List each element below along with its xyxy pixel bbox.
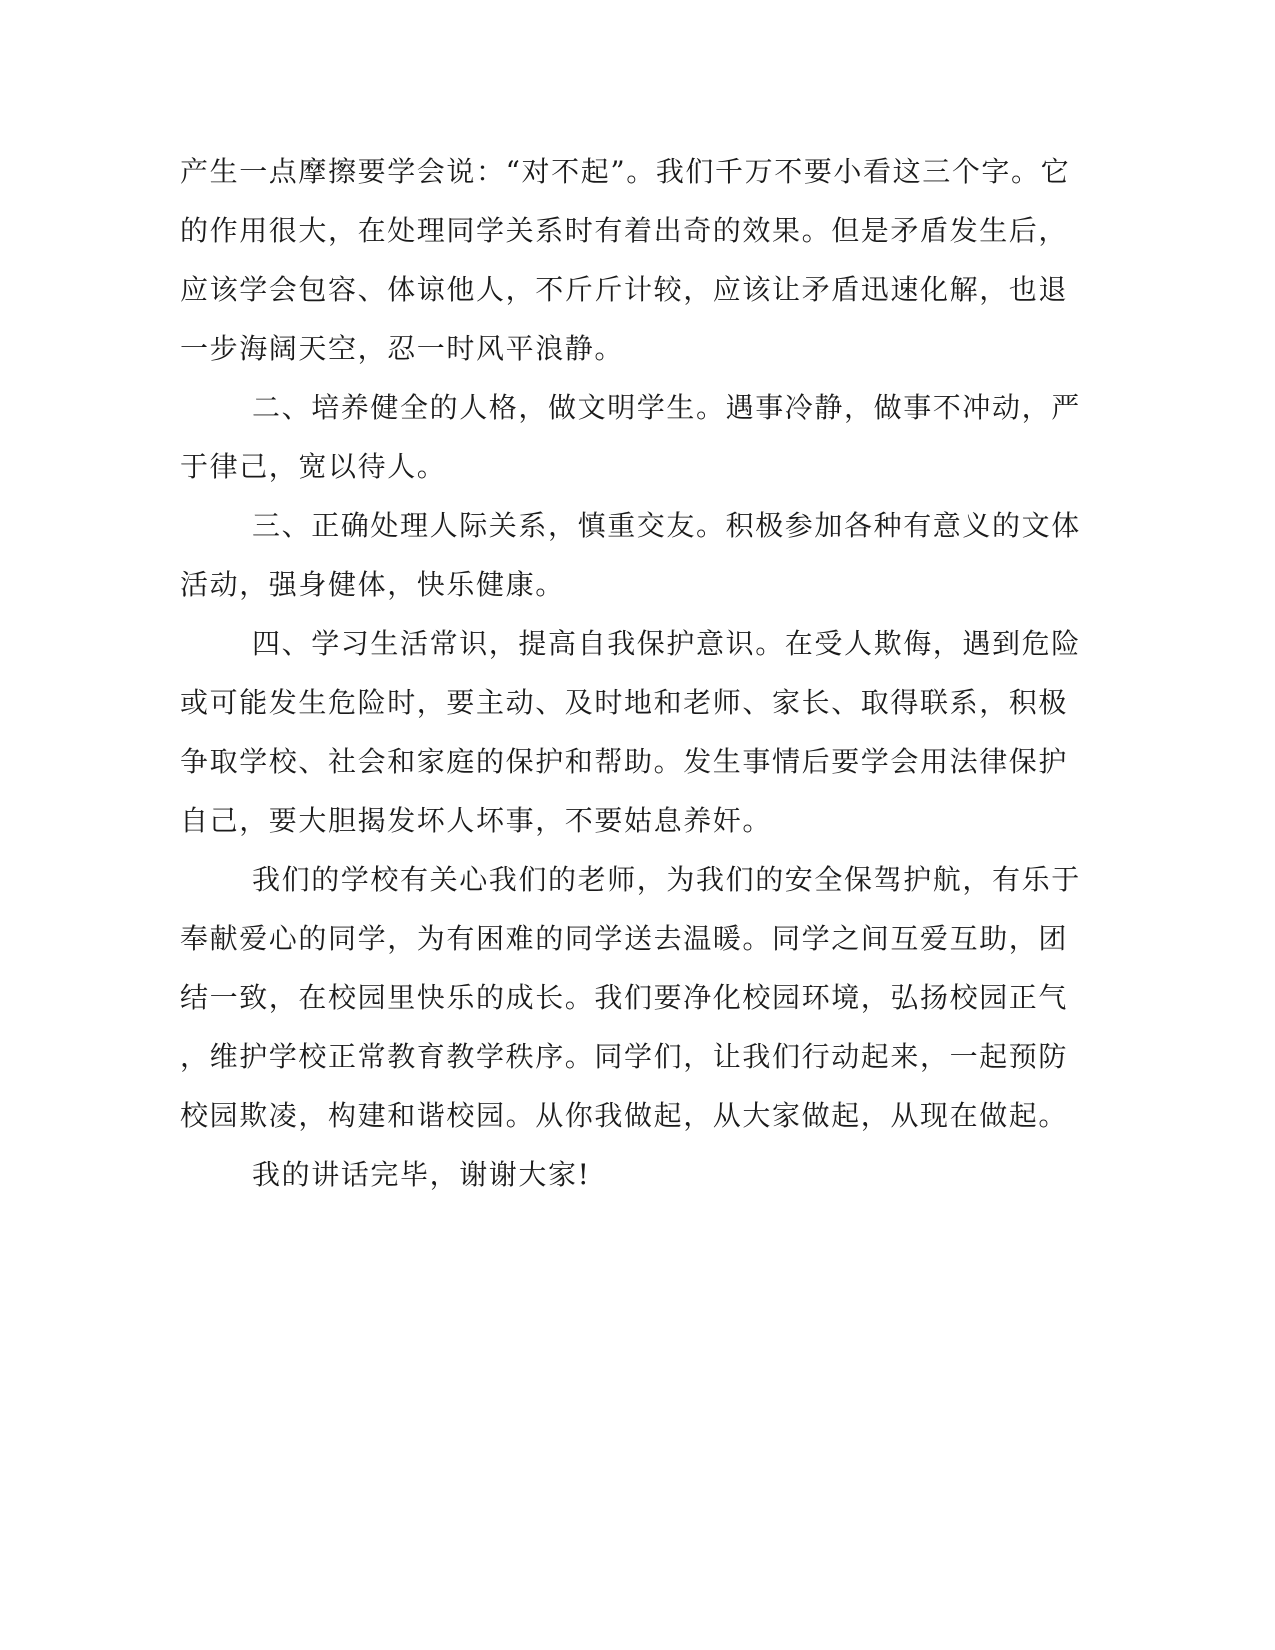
- text-line: 活动，强身健体，快乐健康。: [180, 568, 565, 601]
- text-line: 一步海阔天空，忍一时风平浪静。: [180, 332, 625, 365]
- text-line: 自己，要大胆揭发坏人坏事，不要姑息养奸。: [180, 804, 773, 837]
- text-line: 奉献爱心的同学，为有困难的同学送去温暖。同学之间互爱互助，团: [180, 922, 1069, 955]
- text-line: 我的讲话完毕，谢谢大家!: [252, 1158, 591, 1191]
- text-line: 四、学习生活常识，提高自我保护意识。在受人欺侮，遇到危险: [252, 627, 1081, 660]
- text-line: 或可能发生危险时，要主动、及时地和老师、家长、取得联系，积极: [180, 686, 1069, 719]
- text-line: 二、培养健全的人格，做文明学生。遇事冷静，做事不冲动，严: [252, 391, 1081, 424]
- text-line: 应该学会包容、体谅他人，不斤斤计较，应该让矛盾迅速化解，也退: [180, 273, 1069, 306]
- text-line: 争取学校、社会和家庭的保护和帮助。发生事情后要学会用法律保护: [180, 745, 1069, 778]
- text-line: 我们的学校有关心我们的老师，为我们的安全保驾护航，有乐于: [252, 863, 1081, 896]
- text-line: 校园欺凌，构建和谐校园。从你我做起，从大家做起，从现在做起。: [180, 1099, 1069, 1132]
- text-line: ，维护学校正常教育教学秩序。同学们，让我们行动起来，一起预防: [180, 1040, 1069, 1073]
- text-line: 结一致，在校园里快乐的成长。我们要净化校园环境，弘扬校园正气: [180, 981, 1069, 1014]
- text-line: 的作用很大，在处理同学关系时有着出奇的效果。但是矛盾发生后，: [180, 214, 1069, 247]
- text-line: 三、正确处理人际关系，慎重交友。积极参加各种有意义的文体: [252, 509, 1081, 542]
- text-line: 产生一点摩擦要学会说：“对不起”。我们千万不要小看这三个字。它: [180, 155, 1071, 188]
- text-line: 于律己，宽以待人。: [180, 450, 447, 483]
